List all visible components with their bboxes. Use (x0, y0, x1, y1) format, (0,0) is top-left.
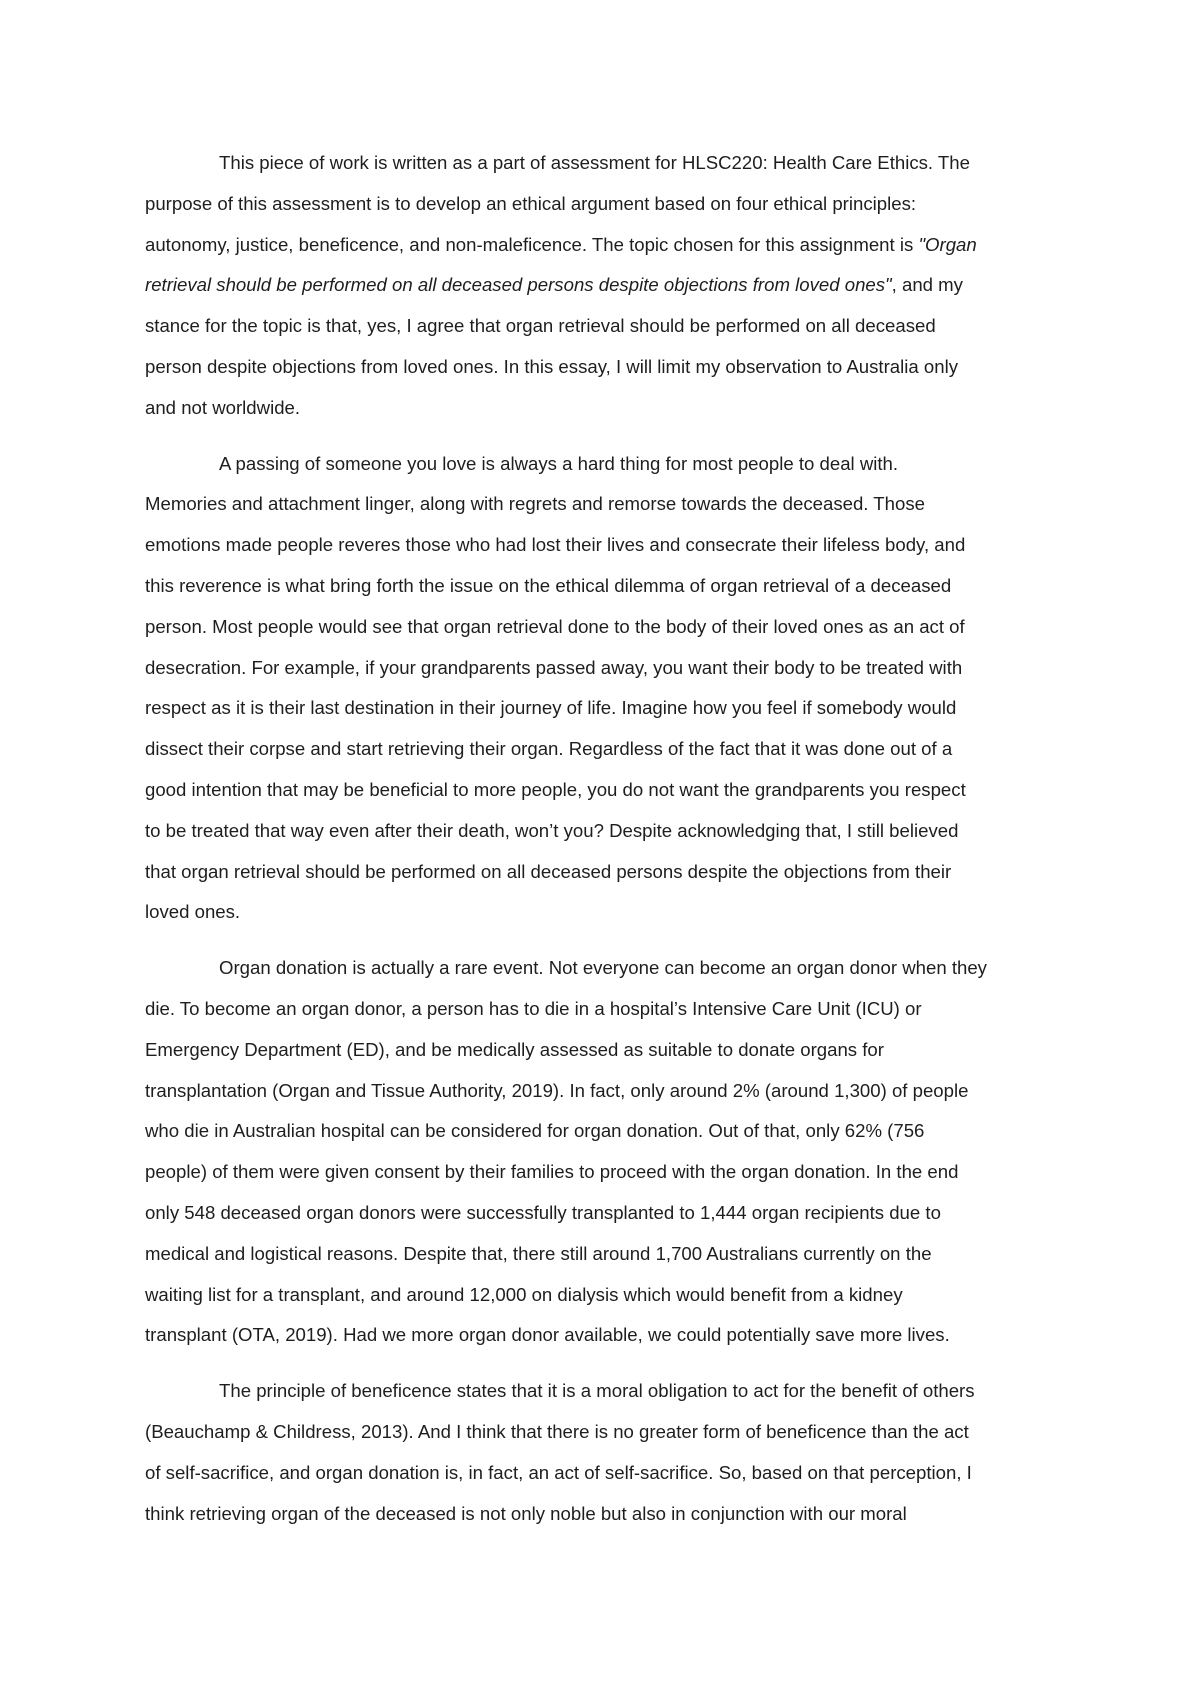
paragraph-line: only 548 deceased organ donors were successfully transplanted to 1,444 organ recipients due to (145, 1201, 941, 1223)
paragraph-line: transplant (OTA, 2019). Had we more organ donor available, we could potentially save more lives. (145, 1324, 950, 1346)
paragraph-line: person despite objections from loved ones. In this essay, I will limit my observation to Australia only (145, 355, 958, 377)
paragraph-gap (145, 429, 1060, 444)
line-text: autonomy, justice, beneficence, and non-maleficence. The topic chosen for this assignment is (145, 233, 914, 255)
paragraph-line: to be treated that way even after their death, won’t you? Despite acknowledging that, I still believed (145, 819, 959, 841)
paragraph-line: dissect their corpse and start retrieving their organ. Regardless of the fact that it was done out of a (145, 738, 953, 760)
paragraph-2 (145, 444, 1060, 934)
paragraph-line: desecration. For example, if your grandparents passed away, you want their body to be treated with (145, 656, 963, 678)
paragraph-line: purpose of this assessment is to develop an ethical argument based on four ethical principles: (145, 192, 917, 214)
topic-quote: retrieval should be performed on all deceased persons despite objections from loved ones" (145, 274, 892, 296)
paragraph-line: people) of them were given consent by their families to proceed with the organ donation. In the end (145, 1161, 959, 1183)
paragraph-line: respect as it is their last destination in their journey of life. Imagine how you feel if somebody would (145, 697, 957, 719)
paragraph-line: A passing of someone you love is always a hard thing for most people to deal with. (219, 452, 899, 474)
line-text: , and my (891, 274, 963, 296)
topic-quote-start: "Organ (918, 233, 977, 255)
paragraph-line: transplantation (Organ and Tissue Authority, 2019). In fact, only around 2% (around 1,300) of people (145, 1079, 969, 1101)
paragraph-line (145, 265, 1060, 306)
paragraph-line: who die in Australian hospital can be considered for organ donation. Out of that, only 62% (756 (145, 1120, 925, 1142)
paragraph-gap (145, 933, 1060, 948)
paragraph-line: Memories and attachment linger, along with regrets and remorse towards the deceased. Those (145, 493, 925, 515)
paragraph-line: think retrieving organ of the deceased is not only noble but also in conjunction with our moral (145, 1502, 907, 1524)
paragraph-3 (145, 948, 1060, 1356)
paragraph-line: waiting list for a transplant, and around 12,000 on dialysis which would benefit from a kidney (145, 1283, 903, 1305)
paragraph-line: Organ donation is actually a rare event. Not everyone can become an organ donor when they (219, 957, 987, 979)
paragraph-line: emotions made people reveres those who had lost their lives and consecrate their lifeless body, and (145, 534, 966, 556)
paragraph-line: stance for the topic is that, yes, I agree that organ retrieval should be performed on all deceased (145, 315, 936, 337)
paragraph-4 (145, 1371, 1060, 1534)
paragraph-line: this reverence is what bring forth the issue on the ethical dilemma of organ retrieval of a deceased (145, 574, 952, 596)
paragraph-line: The principle of beneficence states that it is a moral obligation to act for the benefit of others (219, 1380, 975, 1402)
paragraph-line: good intention that may be beneficial to more people, you do not want the grandparents you respect (145, 778, 966, 800)
paragraph-line: die. To become an organ donor, a person has to die in a hospital’s Intensive Care Unit (ICU) or (145, 997, 922, 1019)
paragraph-line: (Beauchamp & Childress, 2013). And I think that there is no greater form of beneficence than the act (145, 1420, 969, 1442)
paragraph-line: of self-sacrifice, and organ donation is, in fact, an act of self-sacrifice. So, based on that perception, I (145, 1461, 972, 1483)
paragraph-line: and not worldwide. (145, 396, 301, 418)
paragraph-line: person. Most people would see that organ retrieval done to the body of their loved ones as an act of (145, 615, 965, 637)
paragraph-line (145, 225, 1060, 266)
paragraph-1 (145, 143, 1060, 429)
essay-body (145, 143, 1060, 1534)
paragraph-line: This piece of work is written as a part of assessment for HLSC220: Health Care Ethics. The (219, 152, 970, 173)
paragraph-gap (145, 1356, 1060, 1371)
paragraph-line: loved ones. (145, 901, 241, 923)
paragraph-line: medical and logistical reasons. Despite that, there still around 1,700 Australians currently on the (145, 1242, 932, 1264)
paragraph-line: that organ retrieval should be performed on all deceased persons despite the objections from their (145, 860, 952, 882)
paragraph-line: Emergency Department (ED), and be medically assessed as suitable to donate organs for (145, 1038, 884, 1060)
